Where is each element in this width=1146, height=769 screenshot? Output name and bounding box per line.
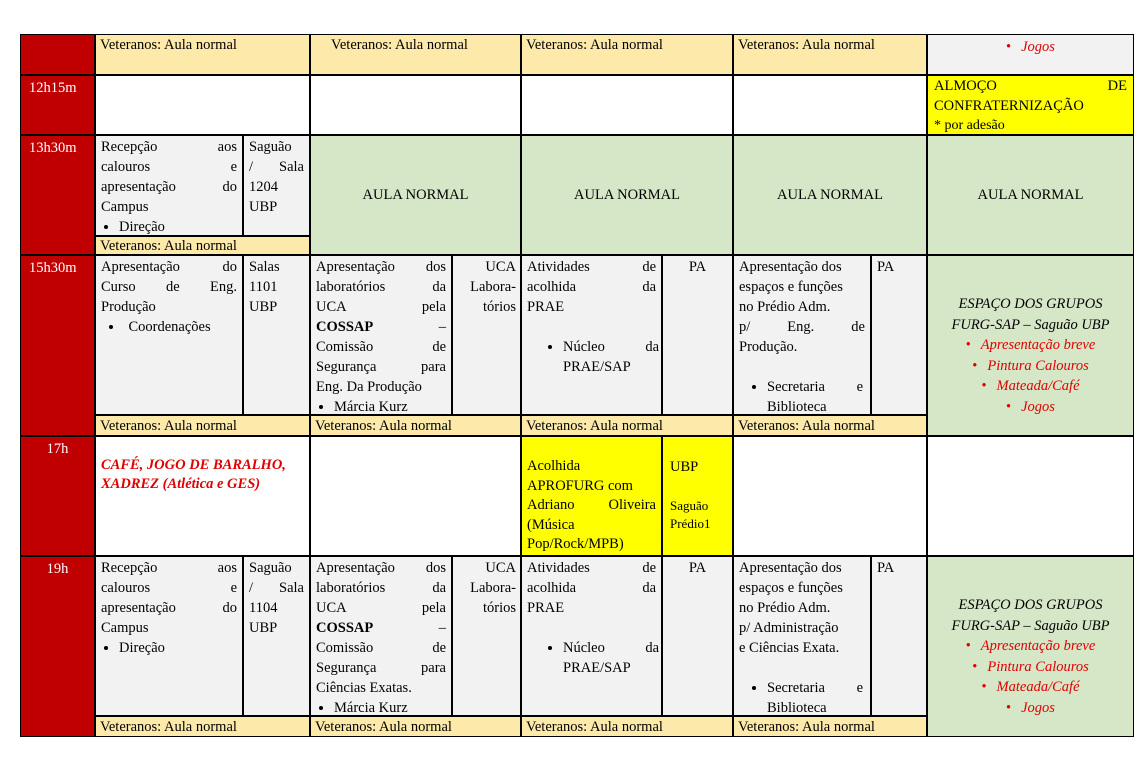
bullet-list <box>101 217 237 236</box>
aula-normal-cell: AULA NORMAL <box>521 135 733 255</box>
veteranos-cell: Veteranos: Aula normal <box>733 415 927 436</box>
empty-cell <box>310 436 521 556</box>
list-item: • Márcia Kurz <box>334 397 446 415</box>
bullet-list <box>316 397 446 415</box>
local-cell: PA <box>871 255 927 415</box>
aula-normal-cell: AULA NORMAL <box>733 135 927 255</box>
veteranos-cell: Veteranos: Aula normal <box>95 236 310 255</box>
time-cell: 12h15m <box>20 75 95 135</box>
cafe-cell <box>95 436 310 556</box>
list-item: • Jogos <box>933 698 1128 719</box>
veteranos-cell: Veteranos: Aula normal <box>310 716 521 737</box>
local-cell: Salas 1101 UBP <box>243 255 310 415</box>
local-cell: Saguão / Sala 1204 UBP <box>243 135 310 236</box>
espaco-subtitle: FURG-SAP – Saguão UBP <box>951 617 1110 634</box>
veteranos-cell: Veteranos: Aula normal <box>733 34 927 75</box>
list-item: • Direção <box>119 217 237 236</box>
time-cell: 13h30m <box>20 135 95 255</box>
time-cell: 15h30m <box>20 255 95 436</box>
bullet-list <box>739 377 865 397</box>
bullet-list <box>101 638 237 658</box>
veteranos-cell: Veteranos: Aula normal <box>95 34 310 75</box>
veteranos-cell: Veteranos: Aula normal <box>521 34 733 75</box>
espaco-title: ESPAÇO DOS GRUPOS <box>958 296 1103 312</box>
list-item: • Mateada/Café <box>933 376 1128 397</box>
almoco-note: * por adesão <box>934 118 1005 133</box>
acolhida-prae-cell: Atividades de acolhida da PRAE • Núcleo da PRAE/SAP <box>521 556 662 716</box>
list-item: • Secretaria e <box>767 377 865 397</box>
activity-list <box>933 335 1128 417</box>
espacos-cell: Apresentação dos espaços e funções no Prédio Adm. p/ Eng. de Produção. • Secretaria e Biblioteca <box>733 255 871 415</box>
time-cell: 19h <box>20 556 95 737</box>
veteranos-cell: Veteranos: Aula normal <box>521 716 733 737</box>
acolhida-prae-cell: Atividades de acolhida da PRAE • Núcleo da PRAE/SAP <box>521 255 662 415</box>
time-cell-blank <box>20 34 95 75</box>
empty-cell <box>95 75 310 135</box>
veteranos-cell: Veteranos: Aula normal <box>310 415 521 436</box>
empty-cell <box>733 75 927 135</box>
list-item: • Secretaria e <box>767 678 865 698</box>
list-item: • Márcia Kurz <box>334 698 446 716</box>
list-item: • Coordenações <box>109 317 237 337</box>
acolhida-aprofurg-cell: Acolhida APROFURG com Adriano Oliveira (Música Pop/Rock/MPB) <box>521 436 662 556</box>
local-cell: Saguão / Sala 1104 UBP <box>243 556 310 716</box>
list-item: • Mateada/Café <box>933 677 1128 698</box>
time-cell: 17h <box>20 436 95 556</box>
activity-list <box>933 636 1128 718</box>
veteranos-cell: Veteranos: Aula normal <box>95 716 310 737</box>
almoco-title: CONFRATERNIZAÇÃO <box>934 97 1084 114</box>
aula-normal-cell: AULA NORMAL <box>927 135 1134 255</box>
veteranos-cell: Veteranos: Aula normal <box>521 415 733 436</box>
local-cell: UCA Labora- tórios <box>452 255 521 415</box>
list-item: • Apresentação breve <box>933 636 1128 657</box>
espaco-title: ESPAÇO DOS GRUPOS <box>958 597 1103 613</box>
empty-cell <box>733 436 927 556</box>
veteranos-cell: Veteranos: Aula normal <box>733 716 927 737</box>
jogos-cell <box>927 34 1134 75</box>
recepcao-cell: Recepção aos calouros e apresentação do Campus • Direção <box>95 556 243 716</box>
almoco-line: ALMOÇO DE <box>934 78 1127 94</box>
bullet-list <box>527 638 659 658</box>
espacos-cell: Apresentação dos espaços e funções no Prédio Adm. p/ Administração e Ciências Exata. • Secretaria e Biblioteca <box>733 556 871 716</box>
bullet-list <box>527 337 659 357</box>
list-item: • Núcleo da <box>563 638 656 658</box>
empty-cell <box>310 75 521 135</box>
list-item: • Núcleo da <box>563 337 656 357</box>
local-cell: PA <box>662 556 733 716</box>
local-cell: UBP Saguão Prédio1 <box>662 436 733 556</box>
local-cell: PA <box>871 556 927 716</box>
aula-normal-cell: AULA NORMAL <box>310 135 521 255</box>
veteranos-cell: Veteranos: Aula normal <box>95 415 310 436</box>
veteranos-cell: Veteranos: Aula normal <box>310 34 521 75</box>
almoco-cell <box>927 75 1134 135</box>
local-cell: UCA Labora- tórios <box>452 556 521 716</box>
activity-list <box>933 37 1128 57</box>
bullet-list <box>316 698 446 716</box>
bullet-list <box>739 678 865 698</box>
cafe-text: CAFÉ, JOGO DE BARALHO, XADREZ (Atlética e GES) <box>101 457 286 492</box>
espaco-grupos-cell <box>927 556 1134 737</box>
empty-cell <box>521 75 733 135</box>
laboratorios-cell: Apresentação dos laboratórios da UCA pela COSSAP – Comissão de Segurança para Eng. Da Produção • Márcia Kurz <box>310 255 452 415</box>
empty-cell <box>927 436 1134 556</box>
bullet-list <box>101 317 237 337</box>
list-item: • Direção <box>119 638 237 658</box>
local-cell: PA <box>662 255 733 415</box>
curso-cell: Apresentação do Curso de Eng. Produção • Coordenações <box>95 255 243 415</box>
recepcao-cell: Recepção aos calouros e apresentação do Campus • Direção <box>95 135 243 236</box>
list-item: • Pintura Calouros <box>933 356 1128 377</box>
list-item: • Jogos <box>933 397 1128 418</box>
espaco-grupos-cell <box>927 255 1134 436</box>
laboratorios-cell: Apresentação dos laboratórios da UCA pela COSSAP – Comissão de Segurança para Ciências Exatas. • Márcia Kurz <box>310 556 452 716</box>
list-item: • Pintura Calouros <box>933 657 1128 678</box>
espaco-subtitle: FURG-SAP – Saguão UBP <box>951 316 1110 333</box>
list-item: • Apresentação breve <box>933 335 1128 356</box>
list-item: • Jogos <box>933 37 1128 57</box>
